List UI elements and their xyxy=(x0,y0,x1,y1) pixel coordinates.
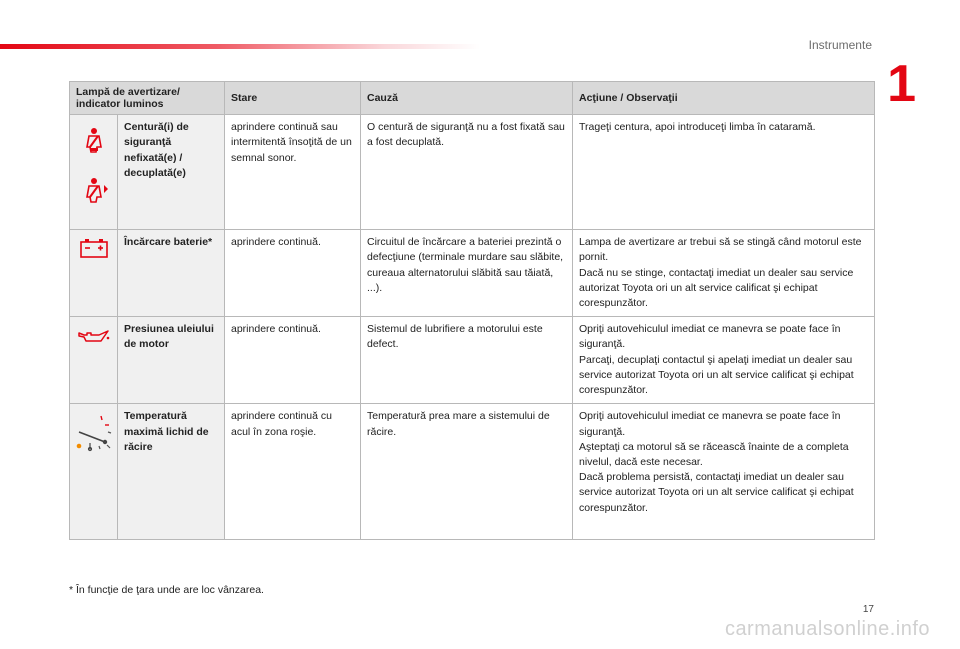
seatbelt-unfastened-icon xyxy=(83,177,109,203)
watermark: carmanualsonline.info xyxy=(724,618,930,640)
seatbelt-icon xyxy=(83,127,105,153)
lamp-cause: Sistemul de lubrifiere a motorului este defect. xyxy=(361,317,573,404)
battery-icon xyxy=(80,238,108,258)
warning-lamps-table xyxy=(69,81,875,540)
lamp-state: aprindere continuă. xyxy=(225,230,361,317)
icon-cell xyxy=(70,317,118,404)
oil-can-icon xyxy=(77,329,111,345)
table-row xyxy=(70,317,875,404)
lamp-cause: Circuitul de încărcare a bateriei prezintă o defecţiune (terminale murdare sau slăbite, cureaua alternatorului slăbită sau tăiată, ...). xyxy=(361,230,573,317)
lamp-name: Presiunea uleiului de motor xyxy=(118,317,225,404)
lamp-action: Trageţi centura, apoi introduceţi limba în cataramă. xyxy=(573,115,875,230)
header-cause: Cauză xyxy=(361,82,573,115)
section-title: Instrumente xyxy=(808,38,872,52)
chapter-number: 1 xyxy=(887,55,916,113)
lamp-name: Temperatură maximă lichid de răcire xyxy=(118,404,225,540)
lamp-name: Încărcare baterie* xyxy=(118,230,225,317)
lamp-state: aprindere continuă cu acul în zona roşie. xyxy=(225,404,361,540)
icon-cell xyxy=(70,115,118,230)
header-action: Acţiune / Observaţii xyxy=(573,82,875,115)
coolant-temperature-gauge-icon xyxy=(75,412,113,452)
table-row xyxy=(70,404,875,540)
lamp-state: aprindere continuă sau intermitentă însoţită de un semnal sonor. xyxy=(225,115,361,230)
header-accent-bar xyxy=(0,44,480,49)
lamp-action: Opriţi autovehiculul imediat ce manevra se poate face în siguranţă. Aşteptaţi ca motorul să se răcească înainte de a completa nivelul, dacă este necesar. Dacă problema persistă, contactaţi imediat un dealer sau service autorizat Toyota ori un alt service calificat şi echipat corespunzător. xyxy=(573,404,875,540)
footnote: * În funcţie de ţara unde are loc vânzarea. xyxy=(69,584,264,596)
table-header-row xyxy=(70,82,875,115)
page-number: 17 xyxy=(862,604,874,615)
table-row xyxy=(70,115,875,230)
lamp-action: Lampa de avertizare ar trebui să se stingă când motorul este pornit. Dacă nu se stinge, contactaţi imediat un dealer sau service autorizat Toyota ori un alt service calificat şi echipat corespunzător. xyxy=(573,230,875,317)
lamp-state: aprindere continuă. xyxy=(225,317,361,404)
icon-cell xyxy=(70,230,118,317)
lamp-name: Centură(i) de siguranţă nefixată(e) / decuplată(e) xyxy=(118,115,225,230)
icon-cell xyxy=(70,404,118,540)
lamp-action: Opriţi autovehiculul imediat ce manevra se poate face în siguranţă. Parcaţi, decuplaţi contactul şi apelaţi imediat un dealer sau service autorizat Toyota ori un alt service calificat şi echipat corespunzător. xyxy=(573,317,875,404)
lamp-cause: Temperatură prea mare a sistemului de răcire. xyxy=(361,404,573,540)
header-state: Stare xyxy=(225,82,361,115)
lamp-cause: O centură de siguranţă nu a fost fixată sau a fost decuplată. xyxy=(361,115,573,230)
header-lamp: Lampă de avertizare/ indicator luminos xyxy=(70,82,225,115)
table-row xyxy=(70,230,875,317)
